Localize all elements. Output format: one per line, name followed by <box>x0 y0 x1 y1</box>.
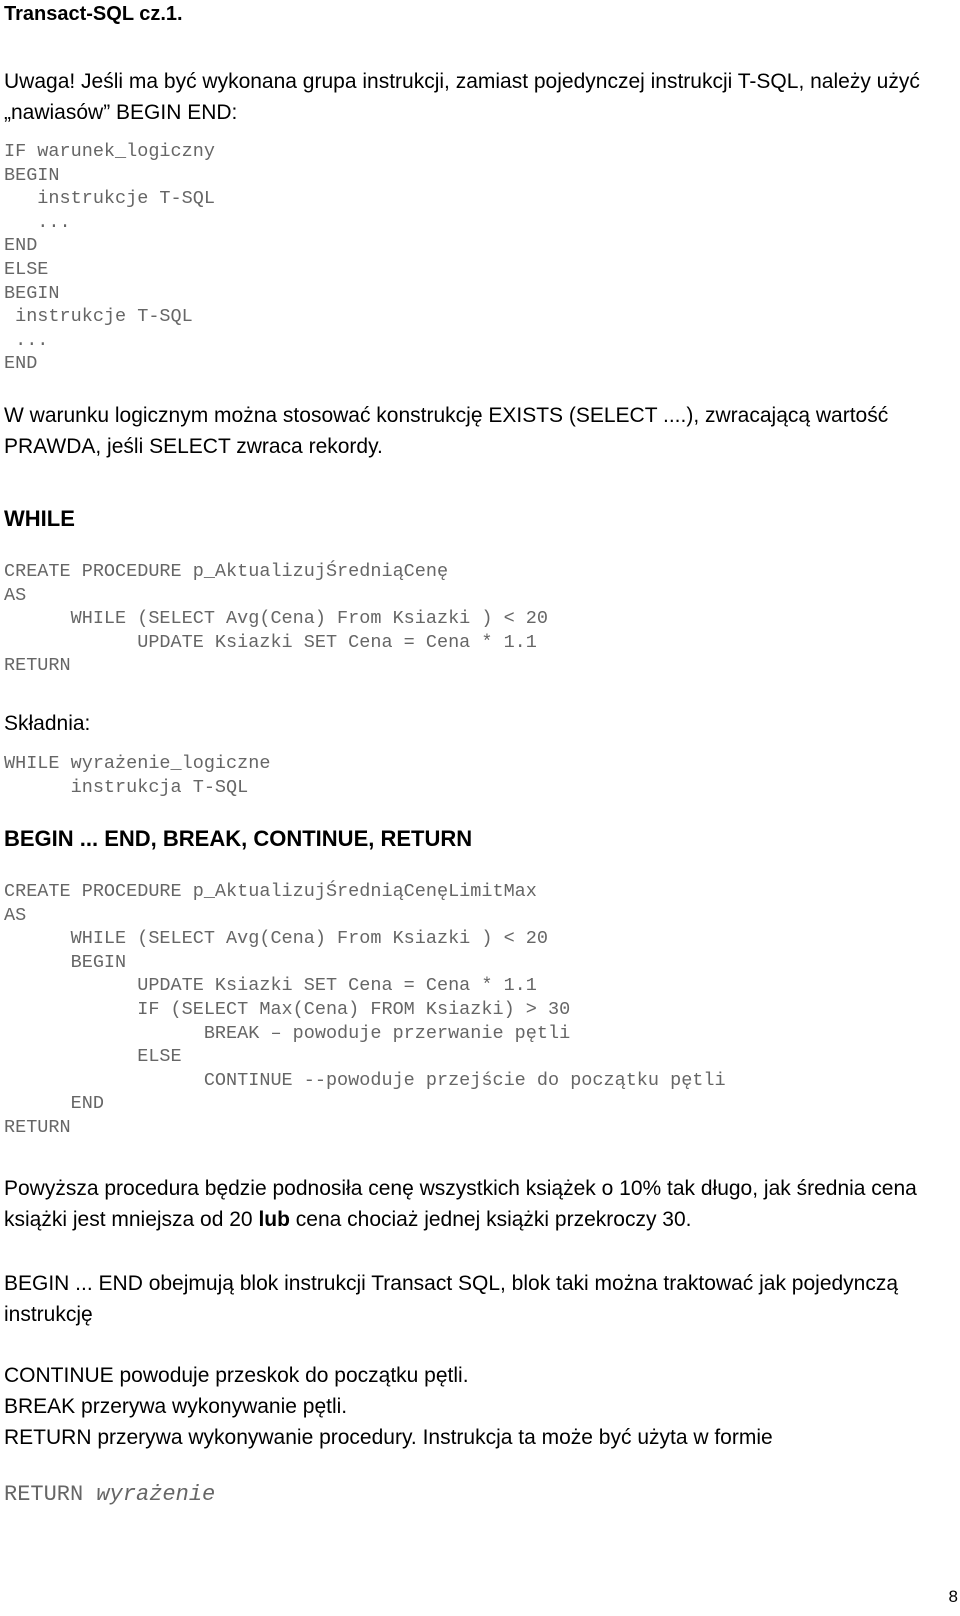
while-syntax-code-block: WHILE wyrażenie_logiczne instrukcja T-SQL <box>4 753 271 798</box>
page-number: 8 <box>948 1587 958 1606</box>
limit-max-procedure-code-block: CREATE PROCEDURE p_AktualizujŚredniąCenęLimitMax AS WHILE (SELECT Avg(Cena) From Ksiazki ) < 20 BEGIN UPDATE Ksiazki SET Cena = Cena * 1.1 IF (SELECT Max(Cena) FROM Ksiazki) > 30 BREAK – powoduje przerwanie pętli ELSE CONTINUE --powoduje przejście do początku pętli END RETURN <box>4 881 726 1138</box>
page-title: Transact-SQL cz.1. <box>4 3 183 25</box>
while-procedure-code-block: CREATE PROCEDURE p_AktualizujŚredniąCenę AS WHILE (SELECT Avg(Cena) From Ksiazki ) < 20 UPDATE Ksiazki SET Cena = Cena * 1.1 RETURN <box>4 561 548 677</box>
syntax-label: Składnia: <box>4 712 91 735</box>
continue-note: CONTINUE powoduje przeskok do początku pętli. <box>4 1364 469 1387</box>
explanation-text-part1: Powyższa procedura będzie podnosiła cenę wszystkich książek o 10% tak długo, jak średnia cena książki jest mniejsza od 20 <box>4 1177 923 1231</box>
return-argument: wyrażenie <box>96 1482 216 1507</box>
exists-note-paragraph: W warunku logicznym można stosować konstrukcję EXISTS (SELECT ....), zwracającą wartość PRAWDA, jeśli SELECT zwraca rekordy. <box>4 404 895 458</box>
warning-paragraph: Uwaga! Jeśli ma być wykonana grupa instrukcji, zamiast pojedynczej instrukcji T-SQL, należy użyć „nawiasów” BEGIN END: <box>4 70 926 124</box>
return-keyword: RETURN <box>4 1482 84 1507</box>
if-begin-end-code-block: IF warunek_logiczny BEGIN instrukcje T-SQL ... END ELSE BEGIN instrukcje T-SQL ... END <box>4 141 215 375</box>
return-note: RETURN przerywa wykonywanie procedury. Instrukcja ta może być użyta w formie <box>4 1426 773 1449</box>
explanation-bold-word: lub <box>258 1208 290 1231</box>
explanation-text-part2: cena chociaż jednej książki przekroczy 30. <box>289 1208 692 1231</box>
begin-end-note-paragraph: BEGIN ... END obejmują blok instrukcji Transact SQL, blok taki można traktować jak pojedynczą instrukcję <box>4 1272 904 1326</box>
procedure-explanation-paragraph <box>4 1173 954 1235</box>
return-expression-code <box>4 1480 215 1510</box>
while-heading: WHILE <box>4 506 75 531</box>
break-note: BREAK przerywa wykonywanie pętli. <box>4 1395 348 1418</box>
control-flow-heading: BEGIN ... END, BREAK, CONTINUE, RETURN <box>4 826 473 851</box>
